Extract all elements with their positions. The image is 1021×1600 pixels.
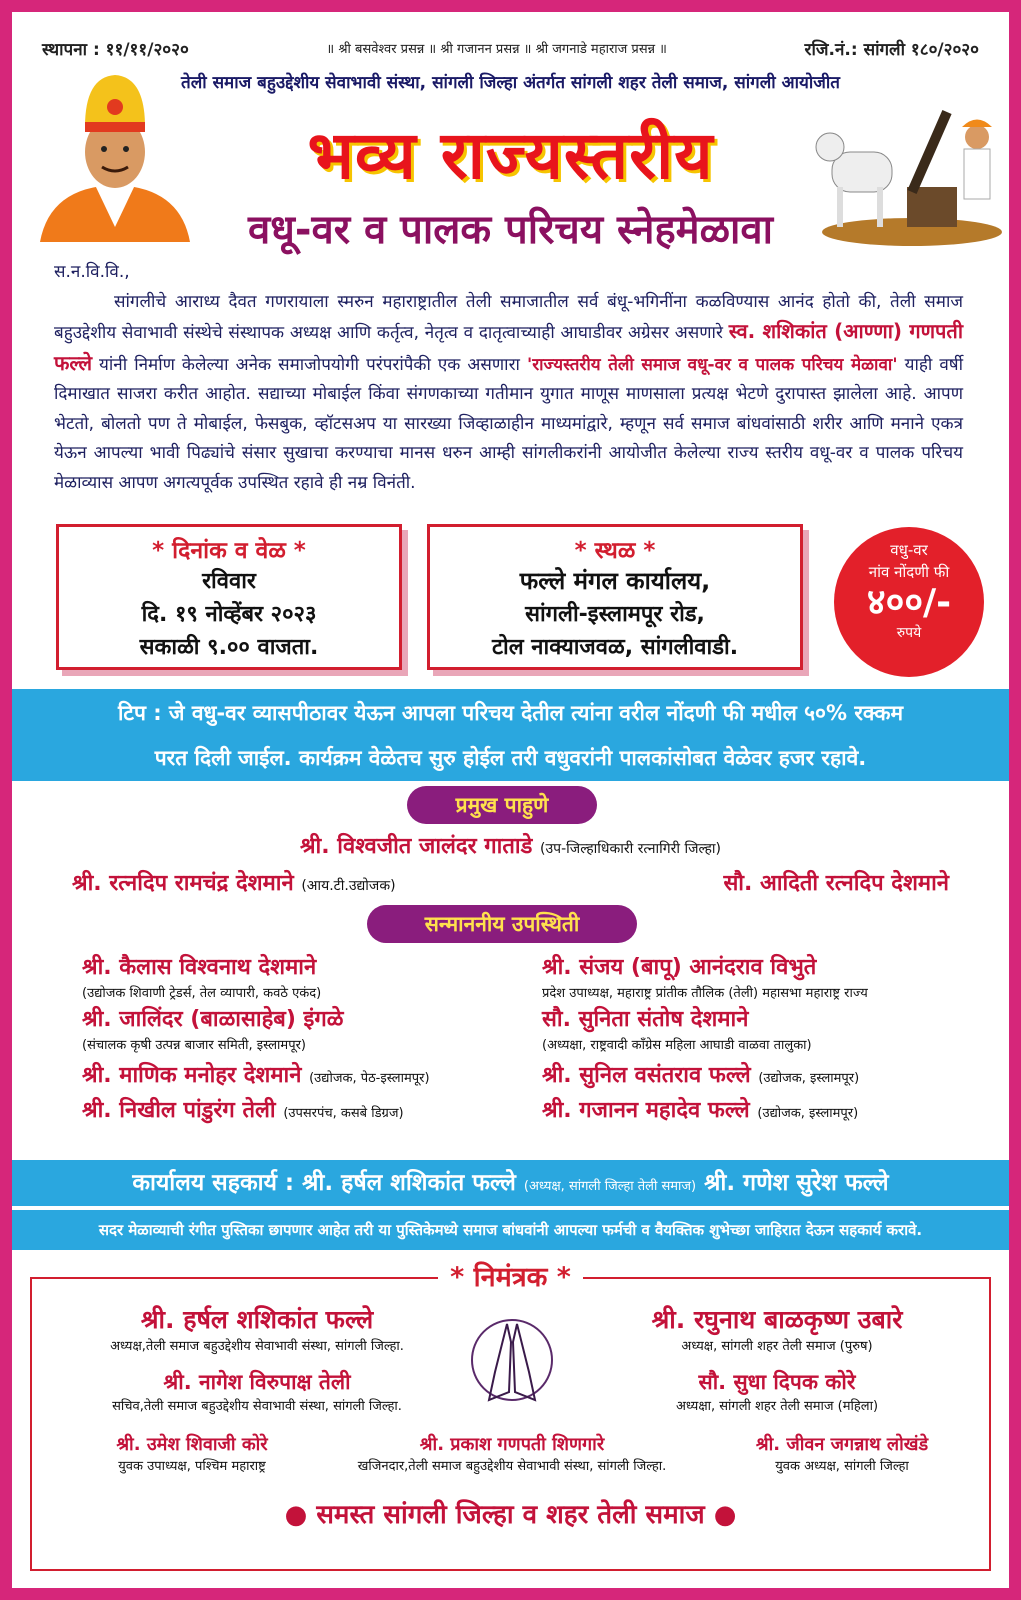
inviter-6 xyxy=(342,1432,682,1474)
honored-entry xyxy=(82,1095,552,1130)
event-subtitle: वधू-वर व पालक परिचय स्नेहमेळावा xyxy=(248,207,773,253)
fee-line-1: वधु-वर xyxy=(890,541,928,559)
honored-note: (उद्योजक, इस्लामपूर) xyxy=(758,1071,860,1086)
honored-left-column xyxy=(82,952,552,1130)
inviter-2-desc: अध्यक्ष, सांगली शहर तेली समाज (पुरुष) xyxy=(681,1339,873,1354)
honored-name: श्री. माणिक मनोहर देशमाने xyxy=(82,1063,302,1088)
honored-note: (उद्योजक, पेठ-इस्लामपूर) xyxy=(309,1071,430,1086)
inviter-6-name: श्री. प्रकाश गणपती शिणगारे xyxy=(419,1434,605,1455)
honored-name: श्री. कैलास विश्वनाथ देशमाने xyxy=(82,955,317,980)
event-day: रविवार xyxy=(202,569,256,594)
event-date: दि. १९ नोव्हेंबर २०२३ xyxy=(141,602,317,627)
inviters-heading-wrap xyxy=(12,1257,1009,1294)
datetime-heading: * दिनांक व वेळ * xyxy=(152,538,306,564)
venue-road: सांगली-इस्लामपूर रोड, xyxy=(525,602,705,627)
office-note: (अध्यक्ष, सांगली जिल्हा तेली समाज) xyxy=(523,1179,697,1194)
inviter-5-desc: युवक उपाध्यक्ष, पश्चिम महाराष्ट्र xyxy=(118,1459,266,1474)
honored-note: (उद्योजक, इस्लामपूर) xyxy=(757,1106,859,1121)
office-support-banner xyxy=(12,1160,1009,1206)
inviter-3 xyxy=(62,1368,452,1414)
honored-name: श्री. जालिंदर (बाळासाहेब) इंगळे xyxy=(82,1007,344,1032)
organizer-line: तेली समाज बहुउद्देशीय सेवाभावी संस्था, सांगली जिल्हा अंतर्गत सांगली शहर तेली समाज, सांगली आयोजीत xyxy=(181,73,840,93)
venue-box xyxy=(427,524,803,670)
inviter-2 xyxy=(567,1302,987,1354)
inviter-3-name: श्री. नागेश विरुपाक्ष तेली xyxy=(163,1370,351,1394)
invitation-letter xyxy=(54,258,963,498)
tip-line-2: परत दिली जाईल. कार्यक्रम वेळेतच सुरु होईल तरी वधुवरांनी पालकांसोबत वेळेवर हजर रहावे. xyxy=(154,746,867,770)
fee-unit: रुपये xyxy=(896,625,922,641)
tip-line-1: टिप : जे वधु-वर व्यासपीठावर येऊन आपला परिचय देतील त्यांना वरील नोंदणी फी मधील ५०% रक्कम xyxy=(117,701,904,725)
chief-guest-2-desc: (आय.टी.उद्योजक) xyxy=(301,878,396,894)
letter-paragraph xyxy=(54,288,963,499)
honored-name: श्री. गजानन महादेव फल्ले xyxy=(542,1098,750,1123)
salutation: स.न.वि.वि., xyxy=(54,262,130,282)
chief-guest-2 xyxy=(72,867,396,897)
chief-guests-heading: प्रमुख पाहुणे xyxy=(407,786,597,824)
footer-community: ● समस्त सांगली जिल्हा व शहर तेली समाज ● xyxy=(284,1500,737,1530)
letter-text-2: यांनी निर्माण केलेल्या अनेक समाजोपयोगी परंपरांपैकी एक असणारा xyxy=(99,354,520,375)
honored-name: श्री. सुनिल वसंतराव फल्ले xyxy=(542,1063,751,1088)
top-line xyxy=(42,34,979,62)
chief-guest-1-name: श्री. विश्वजीत जालंदर गाताडे xyxy=(299,834,533,859)
inviter-1 xyxy=(62,1302,452,1354)
inviter-6-desc: खजिनदार,तेली समाज बहुउद्देशीय सेवाभावी संस्था, सांगली जिल्हा. xyxy=(357,1459,667,1474)
founder-name: स्व. शशिकांत (आण्णा) गणपती फल्ले xyxy=(54,319,963,375)
honored-desc: प्रदेश उपाध्यक्ष, महाराष्ट्र प्रांतीक तौलिक (तेली) महासभा महाराष्ट्र राज्य xyxy=(542,986,868,1001)
honored-name: सौ. सुनिता संतोष देशमाने xyxy=(542,1007,749,1032)
honored-note: (उपसरपंच, कसबे डिग्रज) xyxy=(283,1106,404,1121)
inviters-heading: * निमंत्रक * xyxy=(438,1262,583,1293)
inviter-1-name: श्री. हर्षल शशिकांत फल्ले xyxy=(140,1305,374,1334)
chief-guest-3-name: सौ. आदिती रत्नदिप देशमाने xyxy=(723,871,949,896)
tip-banner xyxy=(12,689,1009,781)
datetime-box xyxy=(56,524,402,670)
inviter-7-desc: युवक अध्यक्ष, सांगली जिल्हा xyxy=(775,1459,909,1474)
inviter-2-name: श्री. रघुनाथ बाळकृष्ण उबारे xyxy=(651,1305,903,1334)
honored-name: श्री. संजय (बापू) आनंदराव विभुते xyxy=(542,955,817,980)
inviter-5 xyxy=(52,1432,332,1474)
venue-place: टोल नाक्याजवळ, सांगलीवाडी. xyxy=(491,635,739,660)
letter-text-1: सांगलीचे आराध्य दैवत गणरायाला स्मरुन महाराष्ट्रातील तेली समाजातील सर्व बंधू-भगिनींना कळविण्यास आनंद होतो की, तेली समाज बहुउद्देशीय सेवाभावी संस्थेचे संस्थापक अध्यक्ष आणि कर्तृत्व, नेतृत्व व दातृत्वाच्याही आघाडीवर अग्रेसर असणारे xyxy=(54,291,963,343)
registration-number: रजि.नं.: सांगली १८०/२०२० xyxy=(804,39,979,60)
venue-heading: * स्थळ * xyxy=(574,538,656,564)
fee-amount: ४००/- xyxy=(866,582,952,623)
chief-guest-1 xyxy=(12,830,1009,860)
inviter-4 xyxy=(567,1368,987,1414)
honored-desc: (संचालक कृषी उत्पन्न बाजार समिती, इस्लामपूर) xyxy=(82,1038,306,1053)
booklet-note: सदर मेळाव्याची रंगीत पुस्तिका छापणार आहेत तरी या पुस्तिकेमध्ये समाज बांधवांनी आपल्या फर्मची व वैयक्तिक शुभेच्छा जाहिरात देऊन सहकार्य करावे. xyxy=(12,1210,1009,1250)
registration-fee-badge xyxy=(834,527,984,677)
inviter-4-name: सौ. सुधा दिपक कोरे xyxy=(698,1370,856,1394)
office-second: श्री. गणेश सुरेश फल्ले xyxy=(704,1170,889,1196)
honored-right-column xyxy=(542,952,982,1130)
established-date: स्थापना : ११/११/२०२० xyxy=(42,39,189,60)
honored-entry xyxy=(542,1060,982,1095)
inviter-7-name: श्री. जीवन जगन्नाथ लोखंडे xyxy=(755,1434,929,1455)
honored-desc: (अध्यक्षा, राष्ट्रवादी काँग्रेस महिला आघाडी वाळवा तालुका) xyxy=(542,1038,812,1053)
inviter-4-desc: अध्यक्षा, सांगली शहर तेली समाज (महिला) xyxy=(675,1399,879,1414)
venue-name: फल्ले मंगल कार्यालय, xyxy=(519,567,711,595)
inviter-1-desc: अध्यक्ष,तेली समाज बहुउद्देशीय सेवाभावी संस्था, सांगली जिल्हा. xyxy=(110,1339,404,1354)
honored-heading: सन्माननीय उपस्थिती xyxy=(367,905,637,943)
event-time: सकाळी ९.०० वाजता. xyxy=(139,635,319,660)
inviter-3-desc: सचिव,तेली समाज बहुउद्देशीय सेवाभावी संस्था, सांगली जिल्हा. xyxy=(112,1399,402,1414)
event-name-quote: 'राज्यस्तरीय तेली समाज वधू-वर व पालक परिचय मेळावा' xyxy=(526,354,898,375)
honored-entry xyxy=(82,1060,552,1095)
inviter-7 xyxy=(702,1432,982,1474)
namaste-hands-icon xyxy=(467,1312,557,1412)
chief-guest-2-name: श्री. रत्नदिप रामचंद्र देशमाने xyxy=(72,871,294,896)
office-label: कार्यालय सहकार्य : श्री. हर्षल शशिकांत फल्ले xyxy=(132,1170,516,1196)
honored-desc: (उद्योजक शिवाणी ट्रेडर्स, तेल व्यापारी, कवठे एकंद) xyxy=(82,986,322,1001)
inviter-5-name: श्री. उमेश शिवाजी कोरे xyxy=(116,1434,268,1455)
event-title: भव्य राज्यस्तरीय xyxy=(307,117,714,194)
blessings-line: ॥ श्री बसवेश्वर प्रसन्न ॥ श्री गजानन प्रसन्न ॥ श्री जगनाडे महाराज प्रसन्न ॥ xyxy=(326,42,667,57)
honored-name: श्री. निखील पांडुरंग तेली xyxy=(82,1098,276,1123)
letter-text-3: याही वर्षी दिमाखात साजरा करीत आहोत. सद्याच्या मोबाईल किंवा संगणकाच्या गतीमान युगात माणूस माणसाला प्रत्यक्ष भेटणे दुरापास्त झालेला आहे. आपण भेटतो, बोलतो पण ते मोबाईल, फेसबुक, व्हॉटसअप या सारख्या जिव्हाळाहीन माध्यमांद्वारे, म्हणून सर्व समाज बांधवांसाठी शरीर आणि मनाने एकत्र येऊन आपल्या भावी पिढ्यांचे संसार सुखाचा करण्याचा मानस धरुन आम्ही सांगलीकरांनी आयोजीत केलेल्या राज्य स्तरीय वधू-वर व पालक परिचय मेळाव्यास आपण अगत्यपूर्वक उपस्थित रहावे ही नम्र विनंती. xyxy=(54,354,963,493)
honored-entry xyxy=(542,1095,982,1130)
fee-line-2: नांव नोंदणी फी xyxy=(868,563,950,581)
chief-guest-1-desc: (उप-जिल्हाधिकारी रत्नागिरी जिल्हा) xyxy=(540,841,722,857)
